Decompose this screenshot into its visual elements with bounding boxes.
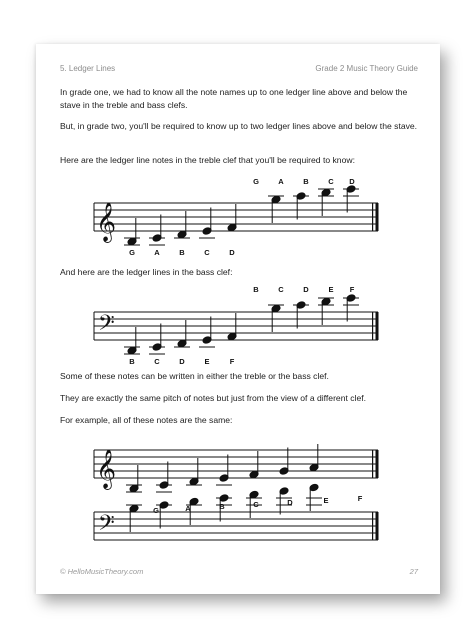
bass-below-label: E — [204, 357, 210, 366]
treble-below-label: D — [229, 248, 235, 257]
bass-above-label: D — [303, 285, 309, 294]
same-pitch-label: A — [185, 504, 191, 513]
same-pitch-label: F — [357, 494, 363, 503]
treble-above-label: B — [303, 177, 309, 186]
bass-clef-icon: 𝄢 — [98, 310, 115, 340]
paragraph-bass-intro: And here are the ledger lines in the bass clef: — [60, 267, 233, 277]
treble-above-label: D — [349, 177, 355, 186]
bass-below-label: D — [179, 357, 185, 366]
treble-below-label: G — [129, 248, 135, 257]
treble-ledger-staff — [60, 172, 420, 258]
same-pitch-label: D — [287, 498, 293, 507]
treble-below-label: B — [179, 248, 185, 257]
paragraph-either-clef: Some of these notes can be written in either the treble or the bass clef. — [60, 371, 329, 381]
same-pitch-label: B — [219, 502, 225, 511]
page-number: 27 — [409, 567, 418, 576]
bass-below-label: F — [229, 357, 235, 366]
same-pitch-grand-staff — [60, 440, 420, 550]
same-pitch-label: C — [253, 500, 259, 509]
treble-above-label: G — [253, 177, 259, 186]
treble-clef-icon: 𝄞 — [96, 203, 117, 241]
bass-above-label: B — [253, 285, 259, 294]
copyright-footer: © HelloMusicTheory.com — [60, 567, 144, 576]
bass-below-label: C — [154, 357, 160, 366]
book-page — [36, 44, 440, 594]
bass-above-label: E — [328, 285, 334, 294]
paragraph-same-pitch: They are exactly the same pitch of notes but just from the view of a different clef. — [60, 393, 367, 403]
paragraph-for-example: For example, all of these notes are the same: — [60, 415, 233, 425]
treble-above-label: C — [328, 177, 334, 186]
paragraph-grade-two: But, in grade two, you'll be required to know up to two ledger lines above and below the stave. — [60, 121, 418, 131]
book-title-header: Grade 2 Music Theory Guide — [315, 64, 418, 73]
same-pitch-label: G — [153, 506, 159, 515]
treble-clef-icon: 𝄞 — [96, 450, 117, 488]
bass-below-label: B — [129, 357, 135, 366]
section-header: 5. Ledger Lines — [60, 64, 116, 73]
bass-clef-icon: 𝄢 — [98, 510, 115, 540]
paragraph-grade-one: In grade one, we had to know all the note names up to one ledger line above and below the stave in the treble and bass clefs. — [60, 87, 408, 110]
paragraph-treble-intro: Here are the ledger line notes in the treble clef that you'll be required to know: — [60, 155, 355, 165]
bass-above-label: F — [349, 285, 355, 294]
same-pitch-label: E — [323, 496, 329, 505]
treble-below-label: C — [204, 248, 210, 257]
bass-above-label: C — [278, 285, 284, 294]
bass-ledger-staff — [60, 282, 420, 368]
treble-below-label: A — [154, 248, 160, 257]
treble-above-label: A — [278, 177, 284, 186]
